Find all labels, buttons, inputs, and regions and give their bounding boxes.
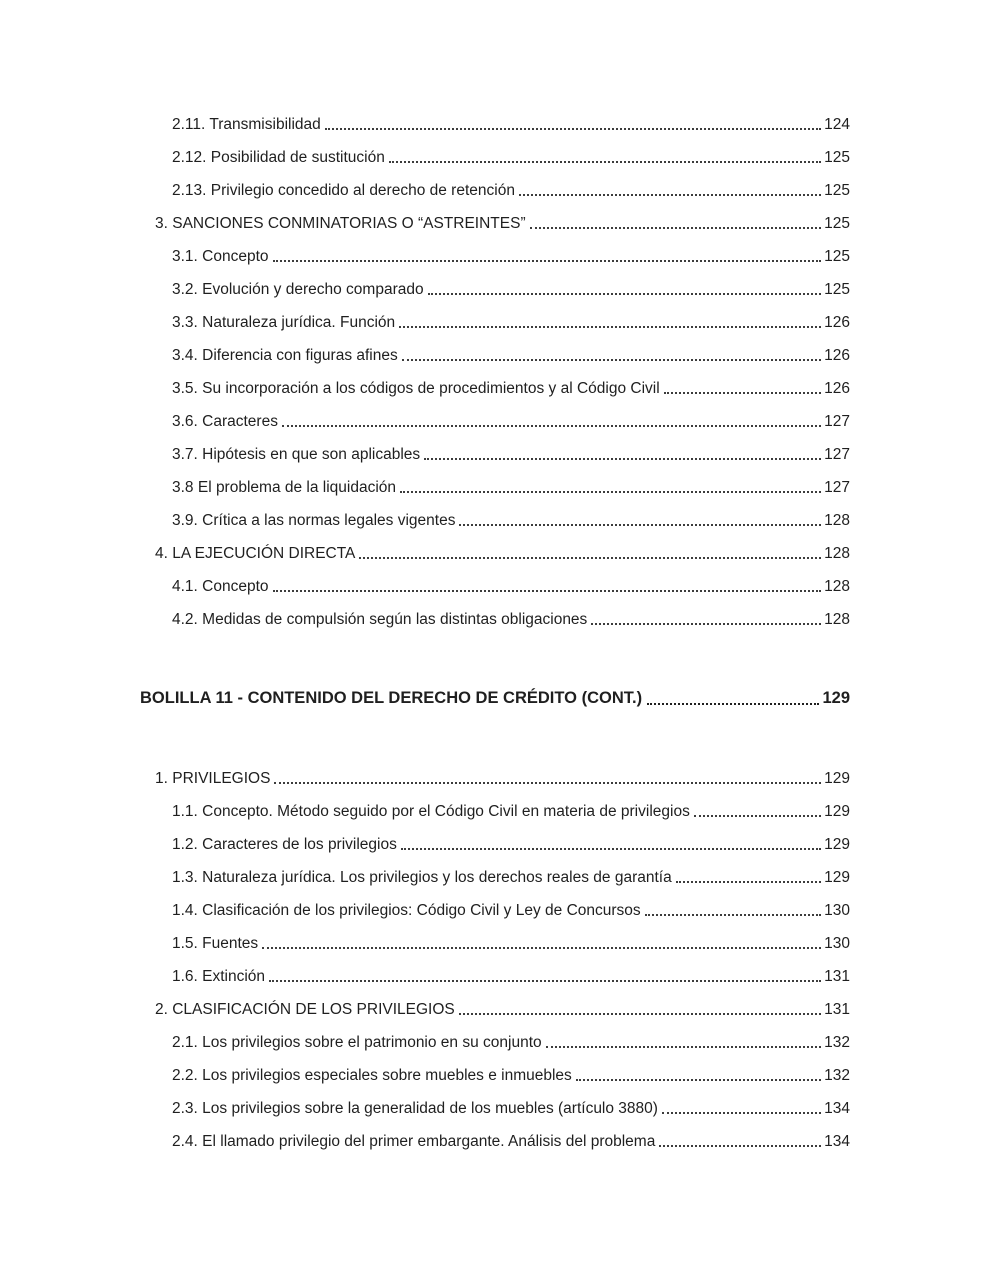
toc-entry-label: 4. LA EJECUCIÓN DIRECTA <box>155 545 356 562</box>
toc-leader-dots <box>282 425 821 427</box>
toc-leader-dots <box>359 557 821 559</box>
toc-entry <box>140 894 850 927</box>
toc-entry <box>140 405 850 438</box>
toc-leader-dots <box>662 1112 821 1114</box>
toc-leader-dots <box>645 914 821 916</box>
toc-entry <box>140 372 850 405</box>
toc-entry-label: 1.2. Caracteres de los privilegios <box>172 836 397 853</box>
toc-entry-label: 4.1. Concepto <box>172 578 269 595</box>
toc-page-number: 132 <box>824 1067 850 1084</box>
toc-entry <box>140 603 850 636</box>
toc-page-number: 127 <box>824 413 850 430</box>
toc-page-number: 129 <box>824 869 850 886</box>
toc-entry <box>140 438 850 471</box>
toc-page-number: 127 <box>824 446 850 463</box>
toc-leader-dots <box>424 458 821 460</box>
toc-leader-dots <box>273 590 822 592</box>
toc-entry-label: 3.9. Crítica a las normas legales vigentes <box>172 512 456 529</box>
toc-entry-label: 2.12. Posibilidad de sustitución <box>172 149 385 166</box>
toc-leader-dots <box>664 392 821 394</box>
toc-entry <box>140 240 850 273</box>
toc-leader-dots <box>399 326 821 328</box>
toc-entry-label: 3.7. Hipótesis en que son aplicables <box>172 446 421 463</box>
toc-entry <box>140 993 850 1026</box>
toc-page-number: 129 <box>822 689 850 707</box>
toc-entry-label: 3.5. Su incorporación a los códigos de procedimientos y al Código Civil <box>172 380 660 397</box>
toc-entry <box>140 762 850 795</box>
toc-entry <box>140 570 850 603</box>
toc-leader-dots <box>459 524 821 526</box>
toc-page-number: 134 <box>824 1100 850 1117</box>
toc-entry <box>140 339 850 372</box>
toc-leader-dots <box>676 881 821 883</box>
toc-page-number: 128 <box>824 545 850 562</box>
toc-page-number: 129 <box>824 803 850 820</box>
toc-leader-dots <box>325 128 821 130</box>
toc-leader-dots <box>274 782 821 784</box>
toc-leader-dots <box>273 260 822 262</box>
toc-entry <box>140 537 850 570</box>
toc-leader-dots <box>576 1079 821 1081</box>
toc-entry <box>140 795 850 828</box>
toc-entry-label: 3.4. Diferencia con figuras afines <box>172 347 398 364</box>
toc-page-number: 128 <box>824 578 850 595</box>
toc-leader-dots <box>591 623 821 625</box>
toc-page-number: 125 <box>824 281 850 298</box>
toc-entry <box>140 471 850 504</box>
toc-page-number: 127 <box>824 479 850 496</box>
toc-leader-dots <box>389 161 821 163</box>
toc-page-number: 125 <box>824 182 850 199</box>
toc-leader-dots <box>459 1013 821 1015</box>
toc-page-number: 125 <box>824 215 850 232</box>
toc-page-number: 131 <box>824 968 850 985</box>
toc-entry-label: 2.13. Privilegio concedido al derecho de retención <box>172 182 515 199</box>
toc-entry-label: 2.11. Transmisibilidad <box>172 116 321 133</box>
toc-page-number: 134 <box>824 1133 850 1150</box>
toc-page-number: 125 <box>824 149 850 166</box>
toc-entry <box>140 207 850 240</box>
toc-leader-dots <box>400 491 821 493</box>
toc-page-number: 125 <box>824 248 850 265</box>
toc-leader-dots <box>269 980 821 982</box>
toc-leader-dots <box>402 359 821 361</box>
toc-leader-dots <box>694 815 821 817</box>
toc-entry-label: 1.4. Clasificación de los privilegios: Código Civil y Ley de Concursos <box>172 902 641 919</box>
toc-entry <box>140 1059 850 1092</box>
toc-leader-dots <box>519 194 821 196</box>
toc-page-number: 131 <box>824 1001 850 1018</box>
toc-entry-label: 4.2. Medidas de compulsión según las distintas obligaciones <box>172 611 588 628</box>
toc-entry-label: 2.2. Los privilegios especiales sobre muebles e inmuebles <box>172 1067 572 1084</box>
toc-leader-dots <box>530 227 822 229</box>
toc-page-number: 130 <box>824 902 850 919</box>
toc-leader-dots <box>401 848 821 850</box>
toc-entry-label: 2. CLASIFICACIÓN DE LOS PRIVILEGIOS <box>155 1001 455 1018</box>
toc-leader-dots <box>546 1046 821 1048</box>
toc-entry-label: 2.1. Los privilegios sobre el patrimonio en su conjunto <box>172 1034 542 1051</box>
toc-leader-dots <box>659 1145 821 1147</box>
toc-entry <box>140 1125 850 1158</box>
toc-entry-label: 1.1. Concepto. Método seguido por el Código Civil en materia de privilegios <box>172 803 690 820</box>
toc-page-number: 129 <box>824 836 850 853</box>
toc-page-number: 126 <box>824 347 850 364</box>
toc-entry-label: 3. SANCIONES CONMINATORIAS O “ASTREINTES” <box>155 215 526 232</box>
toc-page-number: 128 <box>824 611 850 628</box>
toc-entry-label: 3.6. Caracteres <box>172 413 278 430</box>
toc-entry-label: 1.3. Naturaleza jurídica. Los privilegios y los derechos reales de garantía <box>172 869 672 886</box>
toc-leader-dots <box>262 947 821 949</box>
toc-leader-dots <box>647 703 819 705</box>
toc-entry <box>140 141 850 174</box>
toc-page-number: 126 <box>824 380 850 397</box>
toc-entry-label: 1.6. Extinción <box>172 968 266 985</box>
toc-page-number: 124 <box>824 116 850 133</box>
toc-entry <box>140 108 850 141</box>
toc-entry-label: 2.4. El llamado privilegio del primer embargante. Análisis del problema <box>172 1133 656 1150</box>
toc-entry <box>140 1026 850 1059</box>
toc-entry <box>140 960 850 993</box>
toc-page-number: 126 <box>824 314 850 331</box>
toc-entry <box>140 1092 850 1125</box>
toc-leader-dots <box>428 293 822 295</box>
toc-section-top <box>140 108 850 636</box>
toc-entry <box>140 306 850 339</box>
toc-entry <box>140 861 850 894</box>
toc-entry <box>140 828 850 861</box>
toc-page-number: 128 <box>824 512 850 529</box>
toc-section-bottom <box>140 762 850 1158</box>
toc-entry <box>140 174 850 207</box>
toc-entry-label: 1. PRIVILEGIOS <box>155 770 271 787</box>
toc-entry-label: 1.5. Fuentes <box>172 935 259 952</box>
toc-page-number: 129 <box>824 770 850 787</box>
toc-entry <box>140 504 850 537</box>
toc-entry-label: 3.3. Naturaleza jurídica. Función <box>172 314 396 331</box>
toc-page-number: 132 <box>824 1034 850 1051</box>
toc-entry-label: 3.2. Evolución y derecho comparado <box>172 281 424 298</box>
toc-entry-label: 3.1. Concepto <box>172 248 269 265</box>
toc-entry <box>140 273 850 306</box>
toc-entry-label: 3.8 El problema de la liquidación <box>172 479 397 496</box>
toc-entry <box>140 927 850 960</box>
toc-page-number: 130 <box>824 935 850 952</box>
toc-entry-label: 2.3. Los privilegios sobre la generalidad de los muebles (artículo 3880) <box>172 1100 658 1117</box>
toc-chapter-heading <box>140 686 850 710</box>
toc-chapter-heading-label: BOLILLA 11 - CONTENIDO DEL DERECHO DE CRÉDITO (CONT.) <box>140 689 643 707</box>
